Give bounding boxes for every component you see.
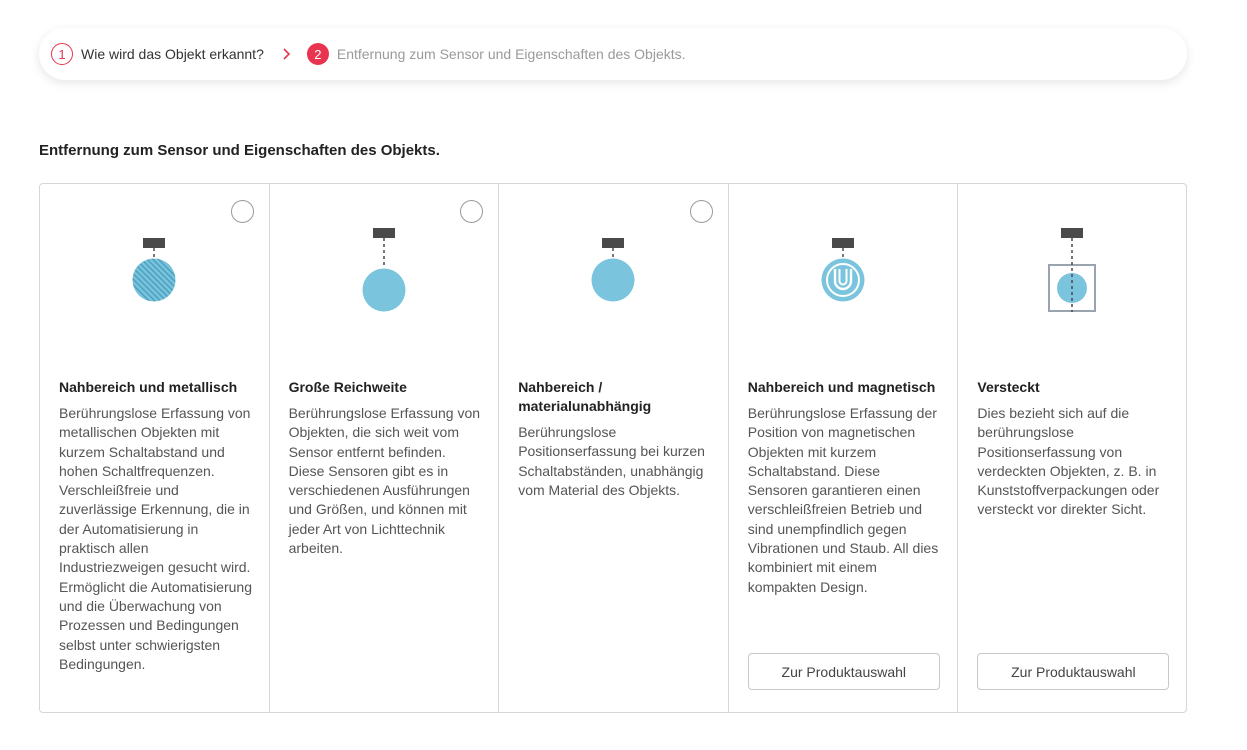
card-title: Nahbereich / materialunabhängig	[518, 379, 652, 414]
card-description: Berührungslose Positionserfassung bei kurzen Schaltabständen, unabhängig vom Material des Objekts.	[518, 424, 705, 498]
step-1-number: 1	[51, 43, 73, 65]
progress-stepper	[39, 28, 1187, 80]
card-description: Berührungslose Erfassung von Objekten, die sich weit vom Sensor entfernt befinden. Diese Sensoren gibt es in verschiedenen Ausführungen und Größen, und können mit jeder Art von Lichttechnik arbeiten.	[288, 405, 481, 557]
step-2	[307, 43, 686, 65]
magnet-object-icon	[729, 222, 958, 322]
step-1[interactable]	[51, 43, 264, 65]
section-title: Entfernung zum Sensor und Eigenschaften des Objekts.	[39, 142, 440, 159]
option-radio[interactable]	[231, 200, 254, 223]
option-card-long-range[interactable]	[270, 184, 500, 712]
card-title: Große Reichweite	[288, 379, 407, 395]
product-selection-button[interactable]: Zur Produktauswahl	[748, 653, 940, 690]
metallic-object-icon	[40, 222, 269, 322]
card-description: Dies bezieht sich auf die berührungslose Positionserfassung von verdeckten Objekten, z. B. in Kunststoffverpackungen oder versteckt vor direkter Sicht.	[977, 405, 1160, 518]
material-independent-object-icon	[499, 222, 728, 322]
long-range-object-icon	[270, 222, 499, 322]
option-radio[interactable]	[460, 200, 483, 223]
card-title: Nahbereich und magnetisch	[747, 379, 936, 395]
option-cards	[39, 183, 1187, 713]
card-title: Versteckt	[977, 379, 1040, 395]
card-description: Berührungslose Erfassung der Position von magnetischen Objekten mit kurzem Schaltabstand. Diese Sensoren garantieren einen verschleißfreien Betrieb und sind unempfindlich gegen Vibrationen und Staub. All dies kombiniert mit einem kompakten Design.	[747, 405, 939, 595]
product-selection-button[interactable]: Zur Produktauswahl	[977, 653, 1169, 690]
hidden-object-icon	[958, 222, 1186, 322]
step-1-label: Wie wird das Objekt erkannt?	[81, 46, 264, 62]
step-2-number: 2	[307, 43, 329, 65]
chevron-right-icon	[282, 48, 291, 60]
option-card-hidden[interactable]	[958, 184, 1186, 712]
step-2-label: Entfernung zum Sensor und Eigenschaften des Objekts.	[336, 46, 686, 62]
option-card-material-independent[interactable]	[499, 184, 729, 712]
option-radio[interactable]	[690, 200, 713, 223]
option-card-magnetic[interactable]	[729, 184, 959, 712]
option-card-metallic[interactable]	[40, 184, 270, 712]
card-description: Berührungslose Erfassung von metallischen Objekten mit kurzem Schaltabstand und hohen Schaltfrequenzen. Verschleißfreie und zuverlässige Erkennung, die in der Automatisierung in praktisch allen Industriezweigen gesucht wird. Ermöglicht die Automatisierung und die Überwachung von Prozessen und Bedingungen selbst unter schwierigsten Bedingungen.	[59, 405, 252, 672]
card-title: Nahbereich und metallisch	[59, 379, 238, 395]
